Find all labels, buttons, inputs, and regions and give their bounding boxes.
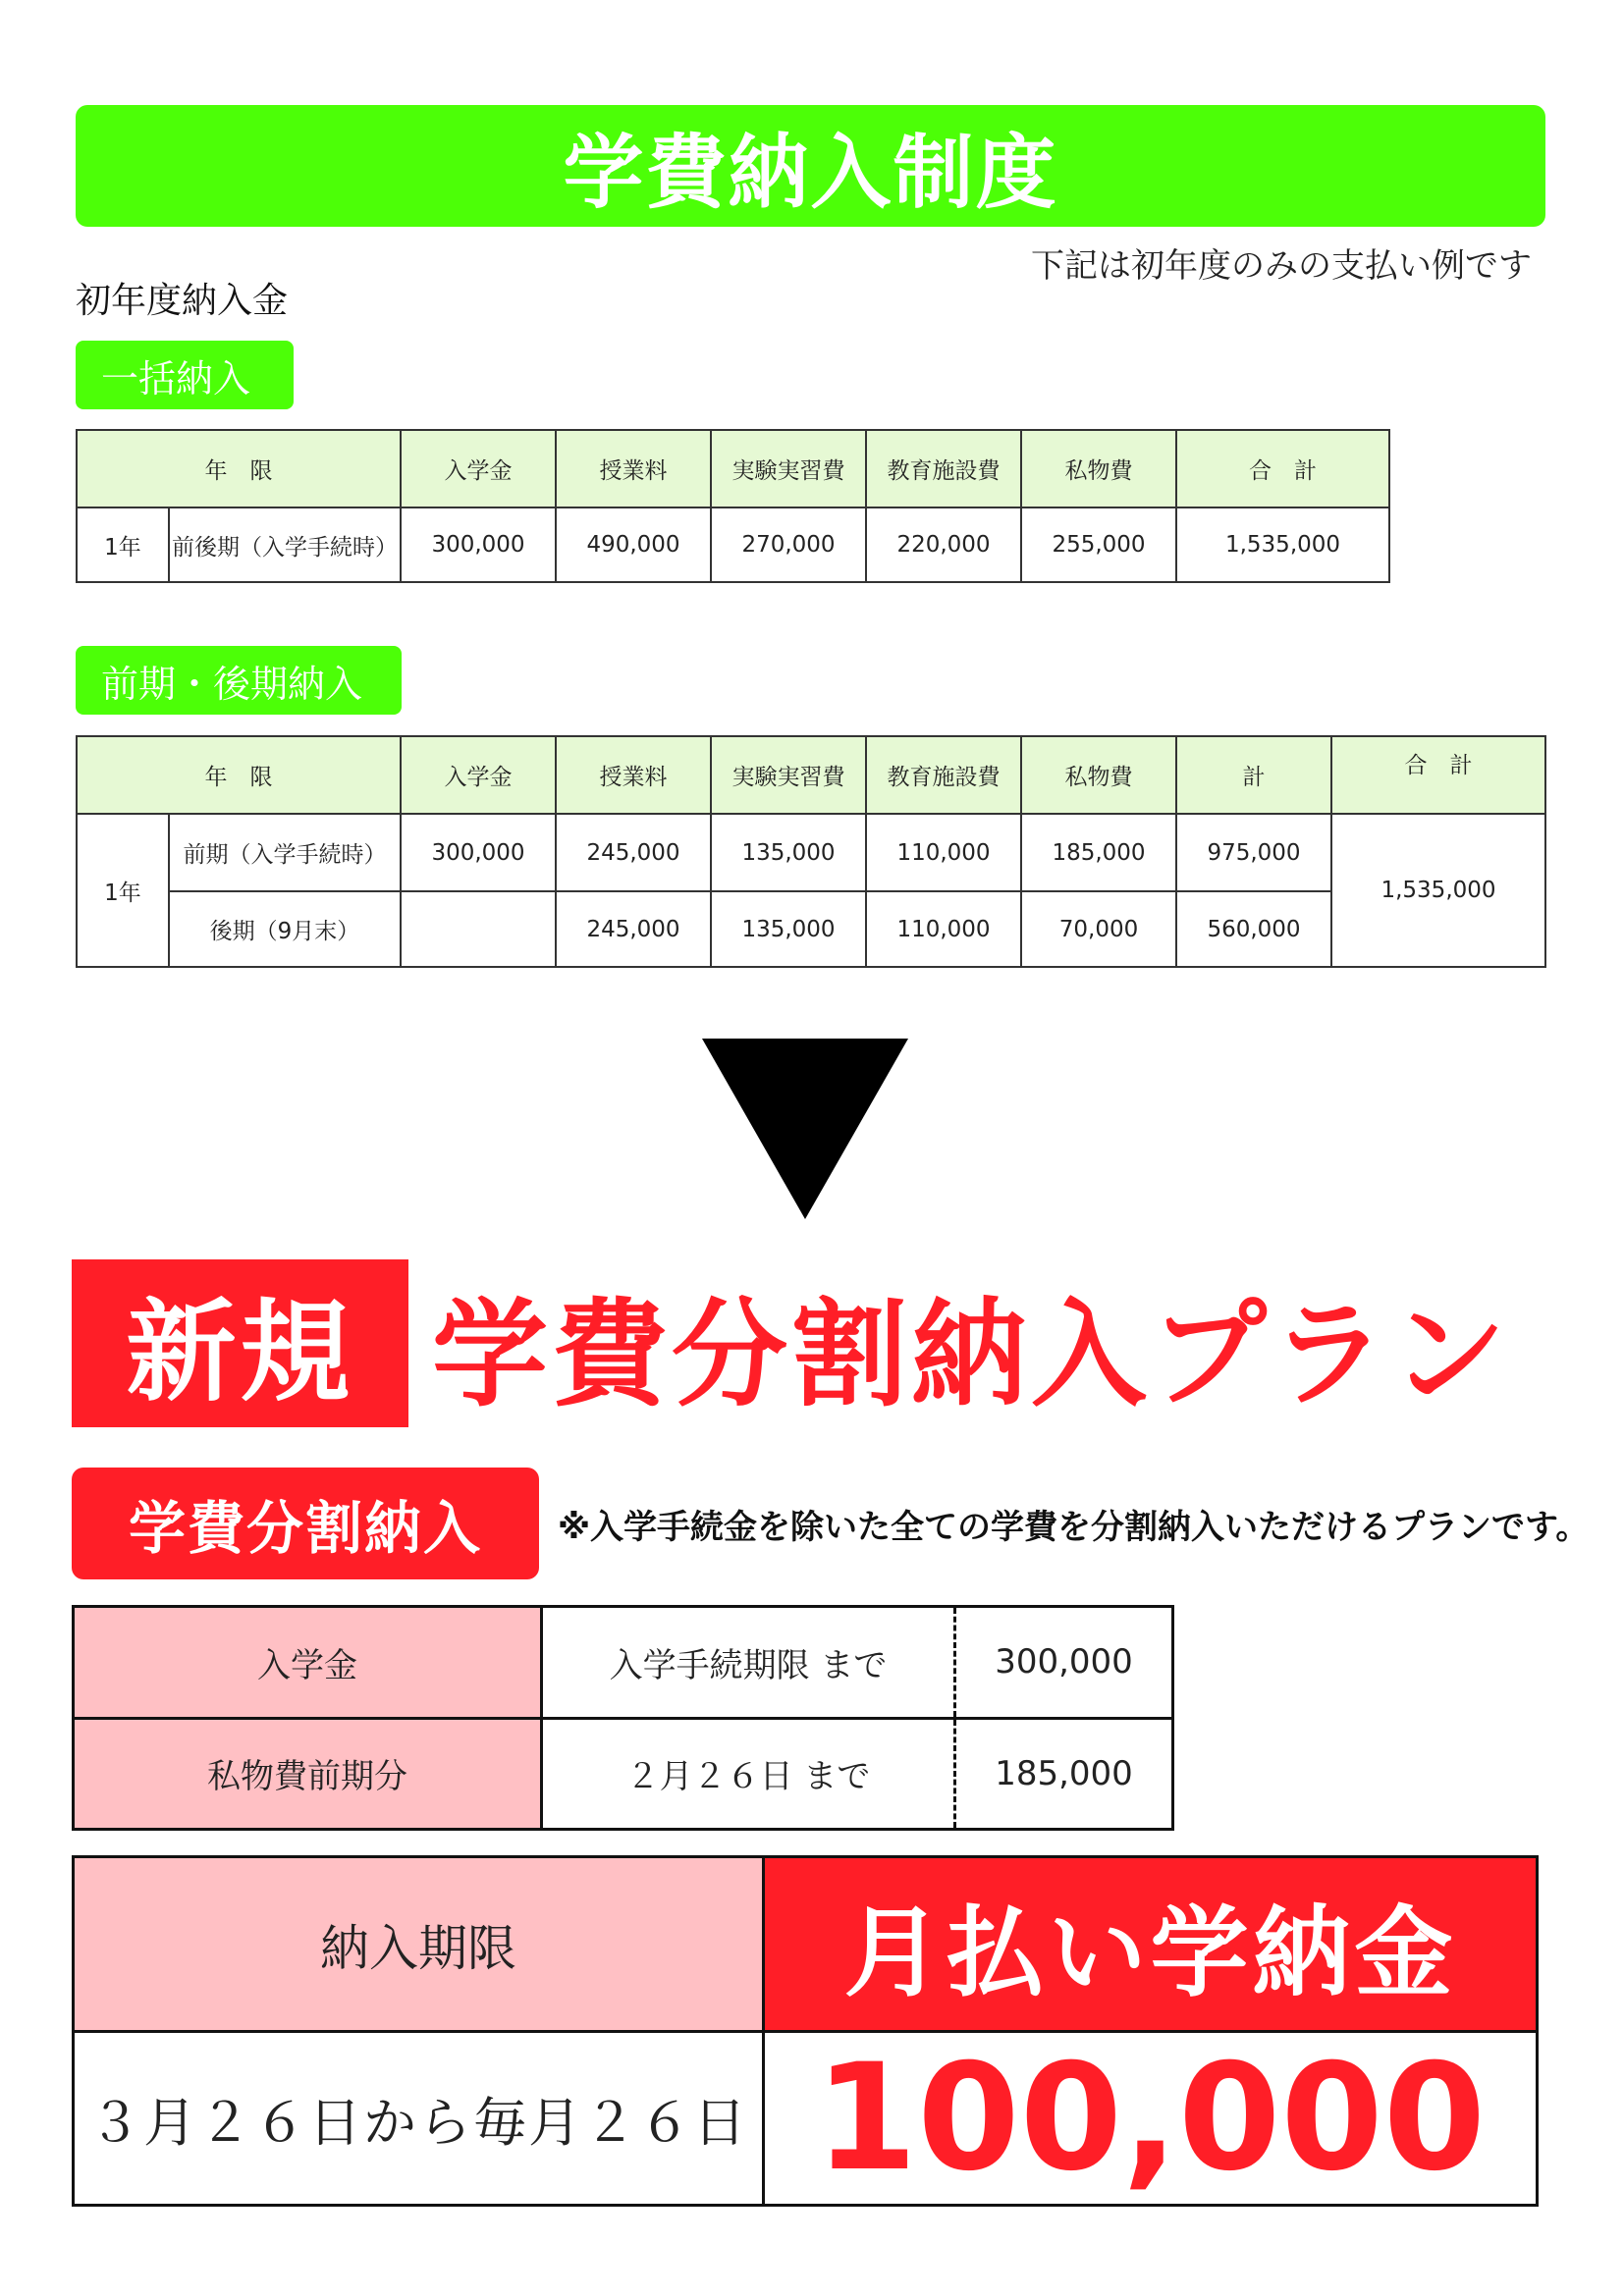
- value-cell: 560,000: [1176, 891, 1331, 967]
- term-cell: 前期（入学手続時）: [169, 814, 401, 891]
- year-cell: 1年: [77, 814, 169, 967]
- term-cell: 後期（9月末）: [169, 891, 401, 967]
- value-cell: 300,000: [401, 814, 556, 891]
- item-cell: 入学金: [74, 1607, 542, 1719]
- term-cell: 前後期（入学手続時）: [169, 507, 401, 582]
- deadline-cell: 入学手続期限 まで: [542, 1607, 955, 1719]
- plan-note: ※入学手続金を除いた全ての学費を分割納入いただけるプランです。: [558, 1508, 1590, 1547]
- table-row: [74, 1857, 1538, 2032]
- item-cell: 私物費前期分: [74, 1718, 542, 1830]
- value-cell: 70,000: [1021, 891, 1176, 967]
- value-cell: 245,000: [556, 891, 711, 967]
- value-cell: 270,000: [711, 507, 866, 582]
- total-cell: 1,535,000: [1331, 814, 1545, 967]
- header-cell: 教育施設費: [866, 736, 1021, 814]
- value-cell: 110,000: [866, 814, 1021, 891]
- header-cell: 合 計: [1176, 430, 1389, 507]
- monthly-amount-cell: 100,000: [764, 2032, 1538, 2206]
- value-cell: 300,000: [401, 507, 556, 582]
- split-payment-tab: 前期・後期納入: [76, 646, 402, 715]
- monthly-title-cell: 月払い学納金: [764, 1857, 1538, 2032]
- value-cell: 255,000: [1021, 507, 1176, 582]
- period-cell: ３月２６日から毎月２６日: [74, 2032, 764, 2206]
- deadline-cell: ２月２６日 まで: [542, 1718, 955, 1830]
- header-cell: 計: [1176, 736, 1331, 814]
- value-cell: 135,000: [711, 814, 866, 891]
- year-cell: 1年: [77, 507, 169, 582]
- header-cell: 入学金: [401, 736, 556, 814]
- amount-cell: 300,000: [955, 1607, 1173, 1719]
- deadline-label-cell: 納入期限: [74, 1857, 764, 2032]
- header-cell: 実験実習費: [711, 736, 866, 814]
- header-cell: 入学金: [401, 430, 556, 507]
- plan-items-table: [72, 1605, 1174, 1831]
- value-cell: 110,000: [866, 891, 1021, 967]
- table-row: [74, 1718, 1173, 1830]
- header-cell: 合 計: [1331, 736, 1545, 814]
- header-cell: 年 限: [77, 736, 401, 814]
- lump-sum-tab: 一括納入: [76, 341, 294, 409]
- header-cell: 年 限: [77, 430, 401, 507]
- header-cell: 授業料: [556, 430, 711, 507]
- plan-tab-label: 学費分割納入: [128, 1495, 482, 1562]
- header-cell: 私物費: [1021, 736, 1176, 814]
- header-cell: 教育施設費: [866, 430, 1021, 507]
- header-cell: 実験実習費: [711, 430, 866, 507]
- value-cell: 220,000: [866, 507, 1021, 582]
- table-row: [74, 2032, 1538, 2206]
- new-label: 新規: [126, 1289, 354, 1416]
- plan-tab: [72, 1468, 539, 1579]
- header-cell: 授業料: [556, 736, 711, 814]
- new-badge: [72, 1259, 408, 1427]
- page-title: 学費納入制度: [563, 126, 1058, 220]
- example-note: 下記は初年度のみの支払い例です: [1031, 246, 1532, 286]
- header-cell: 私物費: [1021, 430, 1176, 507]
- value-cell: 245,000: [556, 814, 711, 891]
- monthly-payment-table: [72, 1855, 1539, 2207]
- total-cell: 1,535,000: [1176, 507, 1389, 582]
- table-row: [74, 1607, 1173, 1719]
- plan-title: 学費分割納入プラン: [432, 1287, 1511, 1422]
- value-cell: 185,000: [1021, 814, 1176, 891]
- value-cell: 490,000: [556, 507, 711, 582]
- amount-cell: 185,000: [955, 1718, 1173, 1830]
- value-cell: 135,000: [711, 891, 866, 967]
- section-heading: 初年度納入金: [76, 281, 289, 321]
- value-cell: 975,000: [1176, 814, 1331, 891]
